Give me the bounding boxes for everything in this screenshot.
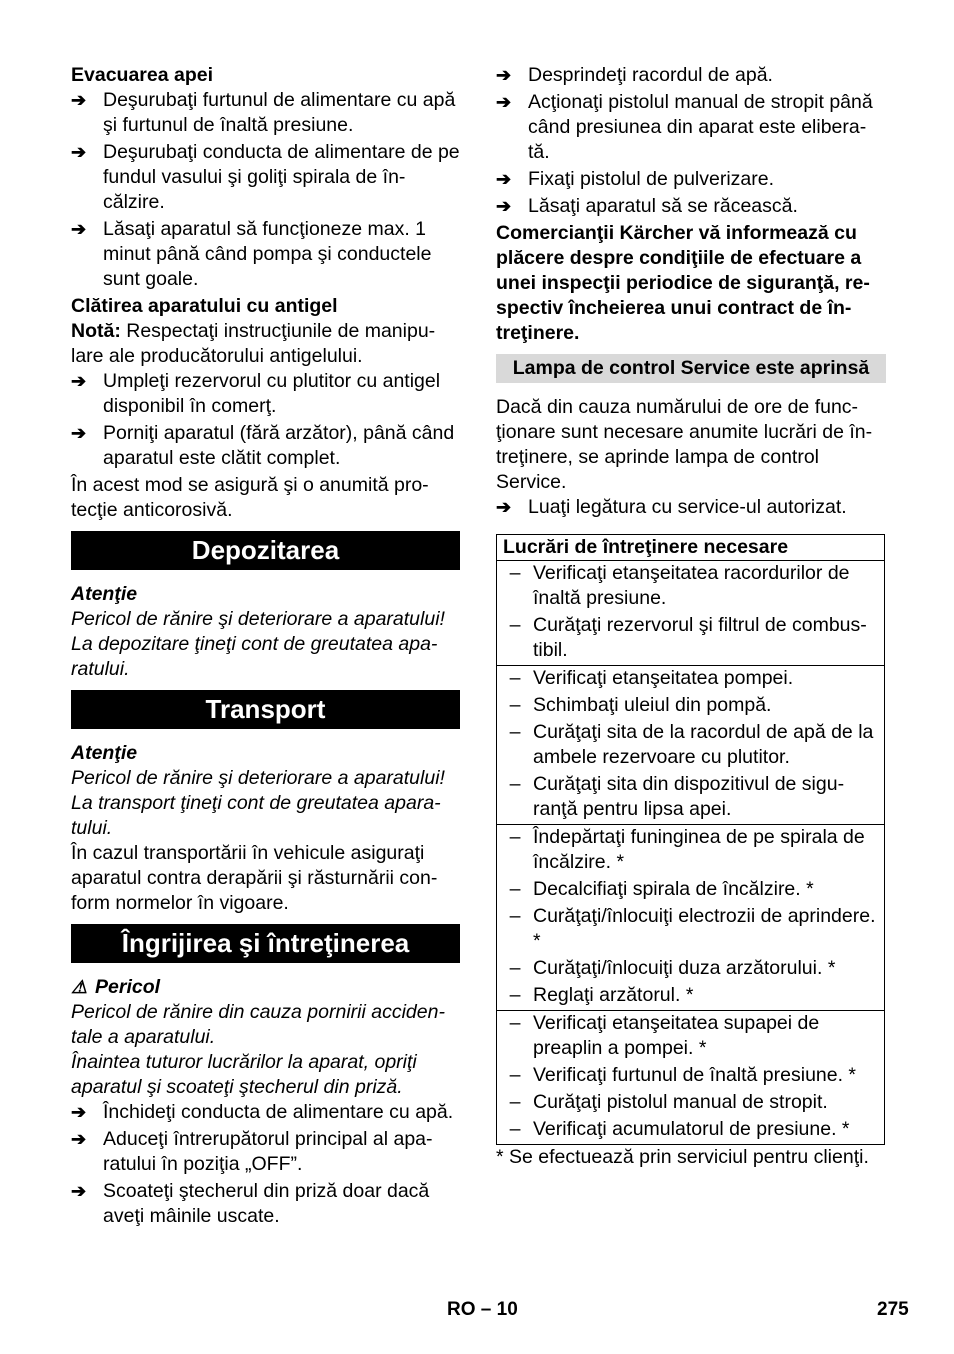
maintenance-task: Curăţaţi sita de la racordul de apă de la ambele rezervoare cu plutitor. [533, 721, 874, 768]
dash-icon: – [509, 1012, 521, 1034]
maintenance-task: Îndepărtaţi funinginea de pe spirala de încălzire. * [533, 826, 865, 873]
dash-icon: – [509, 1118, 521, 1140]
list-item [71, 1100, 460, 1125]
list-item-text: Aduceţi întrerupătorul principal al apa-ratului în poziţia „OFF”. [103, 1128, 433, 1175]
list-item [71, 369, 460, 419]
dash-icon: – [509, 1091, 521, 1113]
service-lamp-step: Luaţi legătura cu service-ul autorizat. [528, 496, 847, 518]
list-item-text: Porniţi aparatul (fără arzător), până când aparatul este clătit complet. [103, 422, 455, 469]
evacuation-list [71, 88, 460, 292]
table-row [497, 561, 884, 611]
maintenance-table [496, 534, 885, 1145]
table-row [497, 956, 884, 981]
table-row [497, 983, 884, 1008]
maintenance-table-header: Lucrări de întreţinere necesare [497, 535, 884, 561]
dash-icon: – [509, 721, 521, 743]
transport-after-text: În cazul transportării în vehicule asiguraţi aparatul contra derapării şi răsturnării con-form normelor în vigoare. [71, 842, 438, 914]
antifreeze-list [71, 369, 460, 471]
list-item-text: Lăsaţi aparatul să funcţioneze max. 1 minut până când pompa şi conductele sunt goale. [103, 218, 432, 290]
footnote: * Se efectuează prin serviciul pentru clienţi. [496, 1146, 869, 1168]
list-item-text: Lăsaţi aparatul să se răcească. [528, 195, 798, 217]
left-column [71, 63, 460, 1231]
table-row [497, 877, 884, 902]
maintenance-task: Verificaţi etanşeitatea supapei de preaplin a pompei. * [533, 1012, 820, 1059]
note-text: Respectaţi instrucţiunile de manipu-lare ale producătorului antigelului. [71, 320, 436, 367]
list-item-text: Desprindeţi racordul de apă. [528, 64, 773, 86]
table-row [497, 1011, 884, 1061]
maintenance-task: Verificaţi etanşeitatea pompei. [533, 667, 794, 689]
list-item-text: Închideţi conducta de alimentare cu apă. [103, 1101, 454, 1123]
maintenance-task: Curăţaţi rezervorul şi filtrul de combus-tibil. [533, 614, 867, 661]
maintenance-task: Verificaţi acumulatorul de presiune. * [533, 1118, 850, 1140]
maintenance-task: Curăţaţi sita din dispozitivul de sigu-ranţă pentru lipsa apei. [533, 773, 845, 820]
list-item [71, 1179, 460, 1229]
table-row [497, 720, 884, 770]
list-item [496, 495, 886, 520]
note-paragraph [71, 319, 460, 369]
table-row [497, 1117, 884, 1142]
list-item-text: Acţionaţi pistolul manual de stropit până când presiunea din aparat este elibera-tă. [528, 91, 873, 163]
table-row [497, 1090, 884, 1115]
arrow-right-icon: ➔ [496, 92, 512, 112]
table-row [497, 613, 884, 663]
list-item [71, 1127, 460, 1177]
danger-label: Pericol [95, 976, 161, 998]
maintenance-task: Verificaţi furtunul de înaltă presiune. * [533, 1064, 857, 1086]
antifreeze-after-text: În acest mod se asigură şi o anumită pro-tecţie anticorosivă. [71, 474, 429, 521]
heading-storage: Depozitarea [71, 531, 460, 570]
page-number: 275 [877, 1299, 909, 1320]
arrow-right-icon: ➔ [71, 90, 87, 110]
storage-attention-label: Atenţie [71, 583, 138, 605]
maintenance-task: Curăţaţi/înlocuiţi electrozii de aprindere. * [533, 905, 876, 952]
dash-icon: – [509, 878, 521, 900]
danger-label-row [71, 975, 460, 1000]
heading-transport: Transport [71, 690, 460, 729]
list-item-text: Deşurubaţi conducta de alimentare de pe fundul vasului şi goliţi spirala de în-călzire. [103, 141, 460, 213]
section-title-evacuation: Evacuarea apei [71, 64, 214, 86]
care-list [71, 1100, 460, 1229]
arrow-right-icon: ➔ [71, 142, 87, 162]
list-item [496, 167, 886, 192]
arrow-right-icon: ➔ [71, 1181, 87, 1201]
heading-service-lamp: Lampa de control Service este aprinsă [496, 354, 886, 383]
warning-triangle-icon: ⚠ [71, 977, 88, 997]
list-item [71, 88, 460, 138]
maintenance-task: Verificaţi etanşeitatea racordurilor de înaltă presiune. [533, 562, 850, 609]
arrow-right-icon: ➔ [496, 65, 512, 85]
maintenance-task: Schimbaţi uleiul din pompă. [533, 694, 772, 716]
note-label: Notă: [71, 320, 121, 342]
dash-icon: – [509, 694, 521, 716]
list-item-text: Deşurubaţi furtunul de alimentare cu apă şi furtunul de înaltă presiune. [103, 89, 456, 136]
right-column [496, 63, 886, 1170]
arrow-right-icon: ➔ [71, 219, 87, 239]
list-item-text: Umpleţi rezervorul cu plutitor cu antigel disponibil în comerţ. [103, 370, 441, 417]
dash-icon: – [509, 984, 521, 1006]
arrow-right-icon: ➔ [71, 1129, 87, 1149]
top-steps-list [496, 63, 886, 219]
list-item [71, 140, 460, 215]
danger-text-1: Pericol de rănire din cauza pornirii acciden-tale a aparatului. [71, 1001, 445, 1048]
danger-text-2: Înaintea tuturor lucrărilor la aparat, opriţi aparatul şi scoateţi ştecherul din priză. [71, 1051, 417, 1098]
transport-attention-text: Pericol de rănire şi deteriorare a aparatului! La transport ţineţi cont de greutatea apara-tului. [71, 767, 445, 839]
arrow-right-icon: ➔ [496, 497, 512, 517]
list-item [496, 90, 886, 165]
arrow-right-icon: ➔ [496, 196, 512, 216]
table-row [497, 772, 884, 822]
table-row [497, 825, 884, 875]
list-item [71, 217, 460, 292]
maintenance-group [497, 1011, 884, 1142]
table-row [497, 904, 884, 954]
arrow-right-icon: ➔ [71, 1102, 87, 1122]
dash-icon: – [509, 562, 521, 584]
maintenance-task: Curăţaţi/înlocuiţi duza arzătorului. * [533, 957, 836, 979]
dash-icon: – [509, 905, 521, 927]
maintenance-group [497, 666, 884, 825]
storage-attention-text: Pericol de rănire şi deteriorare a aparatului! La depozitare ţineţi cont de greutatea apa-ratului. [71, 608, 445, 680]
table-row [497, 1063, 884, 1088]
transport-attention-label: Atenţie [71, 742, 138, 764]
maintenance-group [497, 825, 884, 1011]
list-item-text: Scoateţi ştecherul din priză doar dacă aveţi mâinile uscate. [103, 1180, 430, 1227]
dash-icon: – [509, 773, 521, 795]
dash-icon: – [509, 667, 521, 689]
maintenance-table-body [497, 561, 884, 1142]
dash-icon: – [509, 614, 521, 636]
maintenance-task: Curăţaţi pistolul manual de stropit. [533, 1091, 828, 1113]
dash-icon: – [509, 957, 521, 979]
dealer-note: Comercianţii Kärcher vă informează cu plăcere despre condiţiile de efectuare a unei inspecţii periodice de siguranţă, re-spectiv încheierea unui contract de în-treţinere. [496, 222, 870, 344]
maintenance-task: Decalcifiaţi spirala de încălzire. * [533, 878, 814, 900]
service-lamp-text: Dacă din cauza numărului de ore de func-ţionare sunt necesare anumite lucrări de în-treţinere, se aprinde lampa de control Service. [496, 396, 873, 493]
arrow-right-icon: ➔ [71, 423, 87, 443]
dash-icon: – [509, 1064, 521, 1086]
maintenance-group [497, 561, 884, 666]
footer-section-label: RO – 10 [447, 1299, 518, 1320]
arrow-right-icon: ➔ [71, 371, 87, 391]
maintenance-task: Reglaţi arzătorul. * [533, 984, 694, 1006]
list-item [71, 421, 460, 471]
table-row [497, 693, 884, 718]
table-row [497, 666, 884, 691]
heading-care-maintenance: Îngrijirea şi întreţinerea [71, 924, 460, 963]
arrow-right-icon: ➔ [496, 169, 512, 189]
dash-icon: – [509, 826, 521, 848]
list-item [496, 63, 886, 88]
list-item [496, 194, 886, 219]
section-title-antifreeze: Clătirea aparatului cu antigel [71, 295, 338, 317]
list-item-text: Fixaţi pistolul de pulverizare. [528, 168, 775, 190]
